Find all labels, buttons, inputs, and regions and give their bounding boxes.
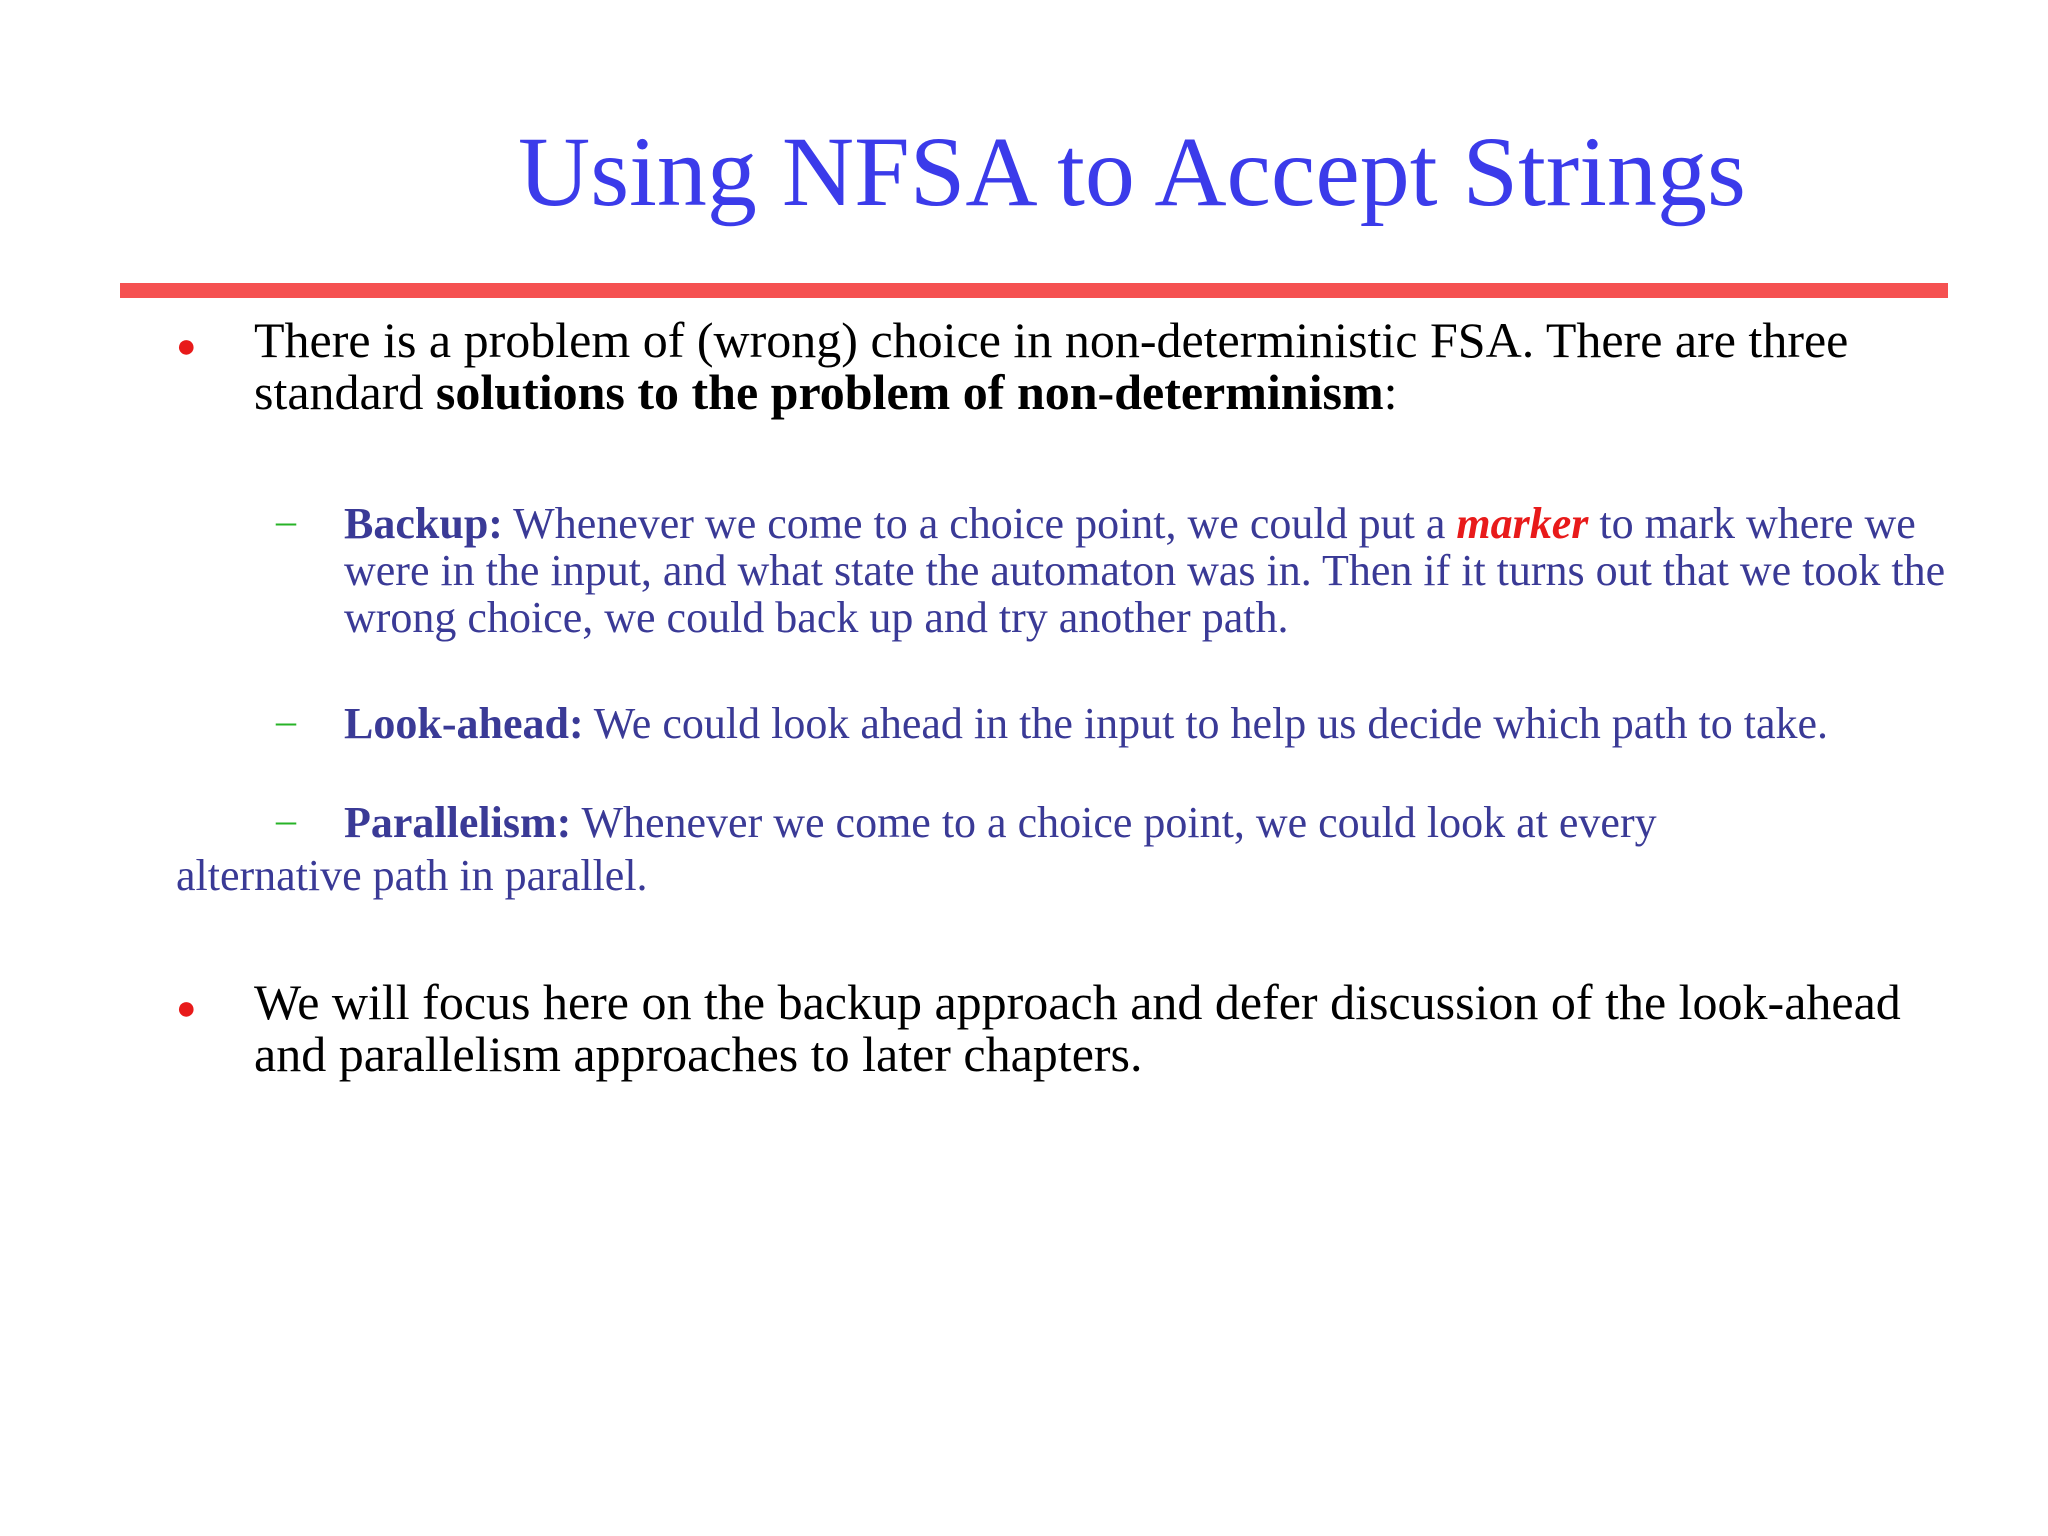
- solution-backup: [344, 500, 1984, 641]
- solution-backup-text: Whenever we come to a choice point, we could put a: [502, 499, 1457, 548]
- bullet-dot-icon: ●: [176, 990, 197, 1027]
- bullet-2-text: We will focus here on the backup approach and defer discussion of the look-ahead and parallelism approaches to later chapters.: [254, 974, 1901, 1082]
- solution-parallelism: [344, 799, 1984, 846]
- bullet-1-text-end: :: [1383, 364, 1398, 420]
- dash-icon: –: [276, 797, 296, 842]
- solution-parallelism-label: Parallelism:: [344, 798, 572, 847]
- solution-parallelism-continuation: alternative path in parallel.: [176, 851, 648, 900]
- title-divider: [120, 283, 1948, 298]
- solution-parallelism-text: Whenever we come to a choice point, we could look at every: [571, 798, 1657, 847]
- solution-lookahead-label: Look-ahead:: [344, 699, 584, 748]
- solution-backup-label: Backup:: [344, 499, 503, 548]
- solution-lookahead-text: We could look ahead in the input to help us decide which path to take.: [583, 699, 1829, 748]
- bullet-1-text-plain: There is a problem of (wrong) choice in non-deterministic FSA. There are three standard: [254, 312, 1849, 420]
- marker-emphasis: marker: [1456, 499, 1589, 548]
- slide-title: Using NFSA to Accept Strings: [518, 116, 1746, 227]
- solution-lookahead: [344, 700, 1984, 747]
- dash-icon: –: [276, 698, 296, 743]
- bullet-dot-icon: ●: [176, 328, 197, 365]
- solution-backup-text-end: to mark where we were in the input, and what state the automaton was in. Then if it turns out that we took the wrong choice, we could back up and try another path.: [344, 499, 1946, 642]
- dash-icon: –: [276, 498, 296, 543]
- bullet-1-text-bold: solutions to the problem of non-determinism: [435, 364, 1384, 420]
- bullet-1-text: [254, 314, 1974, 418]
